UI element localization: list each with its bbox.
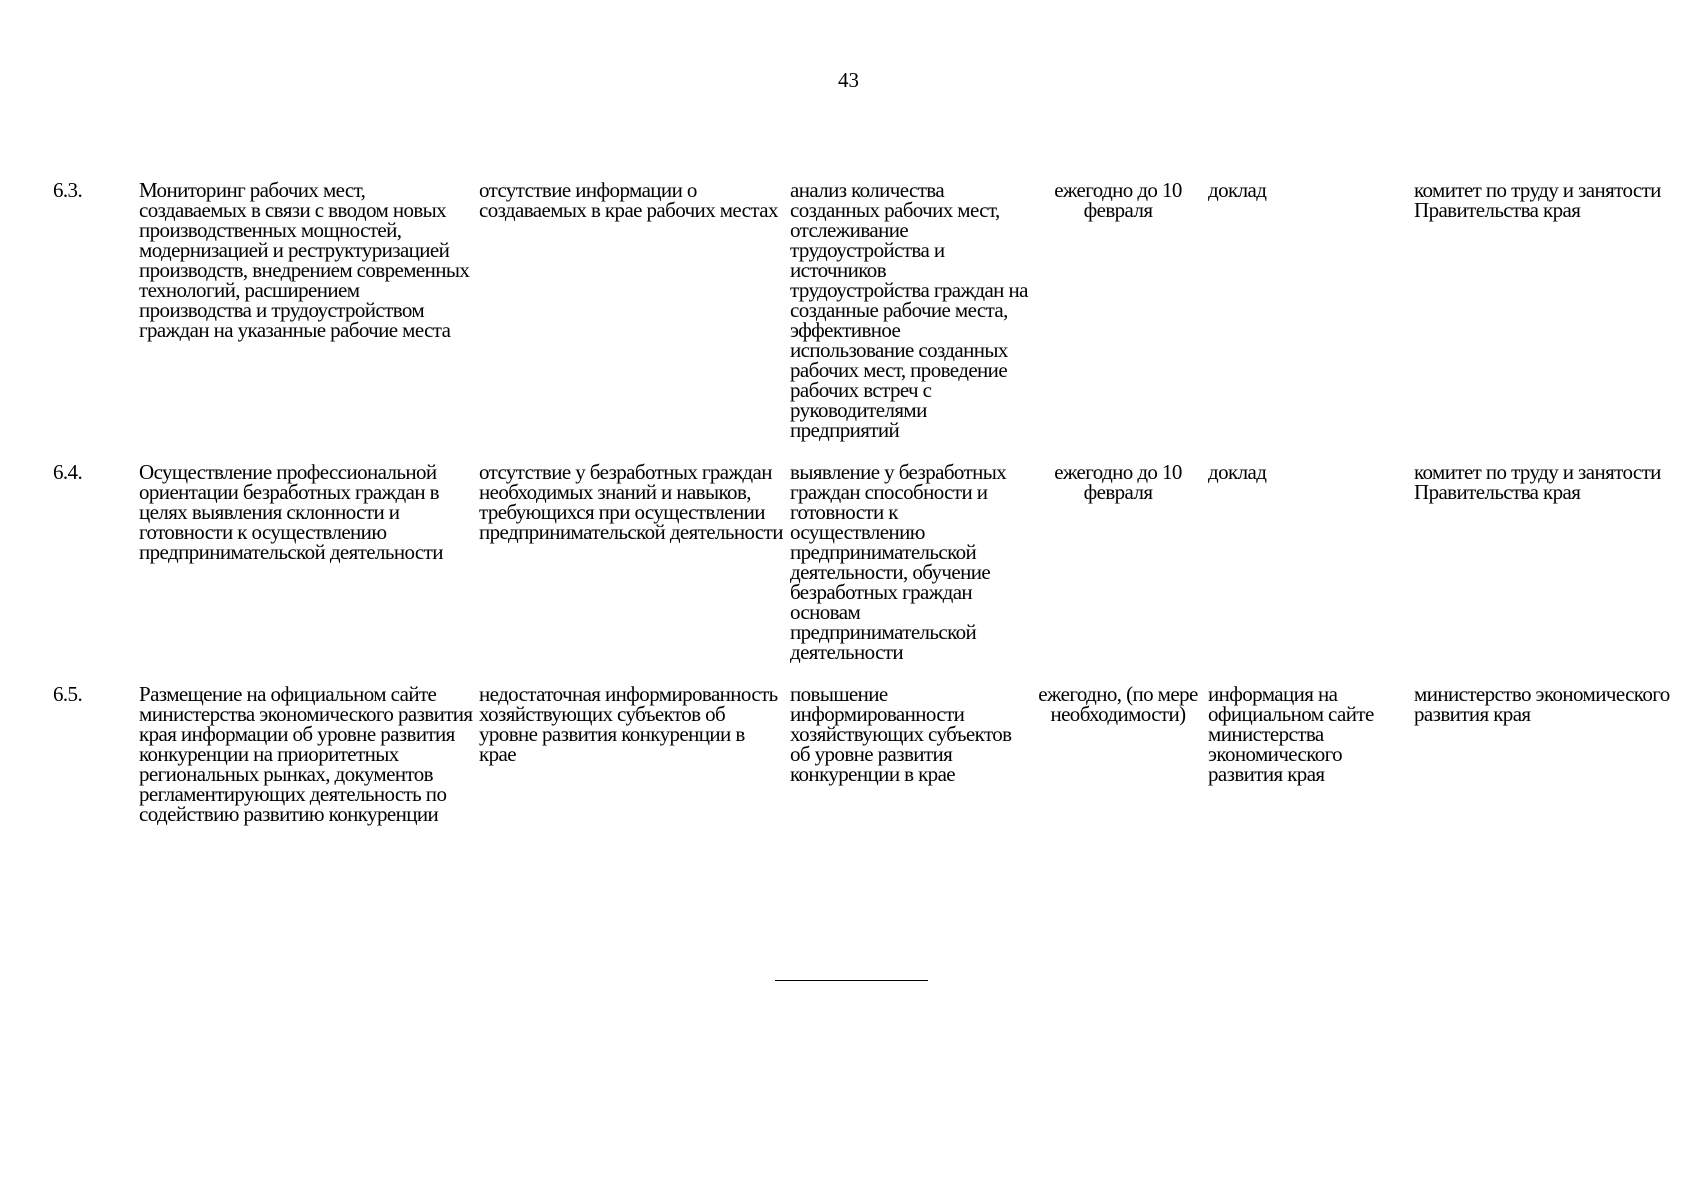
problem-description: отсутствие информации о создаваемых в крае рабочих местах bbox=[479, 178, 778, 222]
measure-name: Осуществление профессиональной ориентации безработных граждан в целях выявления склонности и готовности к осуществлению предпринимательской деятельности bbox=[139, 460, 443, 564]
page-number: 43 bbox=[838, 68, 859, 92]
row-number: 6.3. bbox=[53, 178, 83, 202]
term: ежегодно до 10 февраля bbox=[1054, 460, 1182, 504]
executor: комитет по труду и занятости Правительства края bbox=[1414, 460, 1661, 504]
executor: комитет по труду и занятости Правительства края bbox=[1414, 178, 1661, 222]
end-divider-line bbox=[775, 980, 928, 981]
term: ежегодно до 10 февраля bbox=[1054, 178, 1182, 222]
report-form: доклад bbox=[1208, 460, 1267, 484]
problem-description: недостаточная информированность хозяйствующих субъектов об уровне развития конкуренции в крае bbox=[479, 682, 778, 766]
term: ежегодно, (по мере необходимости) bbox=[1038, 682, 1198, 726]
report-form: доклад bbox=[1208, 178, 1267, 202]
measure-name: Размещение на официальном сайте министерства экономического развития края информации об уровне развития конкуренции на приоритетных региональных рынках, документов регламентирующих деятельность по содействию развитию конкуренции bbox=[139, 682, 473, 826]
expected-result: повышение информированности хозяйствующих субъектов об уровне развития конкуренции в крае bbox=[790, 682, 1012, 786]
row-number: 6.4. bbox=[53, 460, 83, 484]
measures-table bbox=[53, 180, 1676, 846]
table-row bbox=[53, 462, 1676, 684]
expected-result: выявление у безработных граждан способности и готовности к осуществлению предпринимательской деятельности, обучение безработных граждан основам предпринимательской деятельности bbox=[790, 460, 1007, 664]
report-form: информация на официальном сайте министерства экономического развития края bbox=[1208, 682, 1374, 786]
expected-result: анализ количества созданных рабочих мест, отслеживание трудоустройства и источников трудоустройства граждан на созданные рабочие места, эффективное использование созданных рабочих мест, проведение рабочих встреч с руководителями предприятий bbox=[790, 178, 1028, 442]
executor: министерство экономического развития края bbox=[1414, 682, 1670, 726]
table-row bbox=[53, 684, 1676, 846]
measure-name: Мониторинг рабочих мест, создаваемых в связи с вводом новых производственных мощностей, модернизацией и реструктуризацией производств, внедрением современных технологий, расширением производства и трудоустройством граждан на указанные рабочие места bbox=[139, 178, 470, 342]
row-number: 6.5. bbox=[53, 682, 83, 706]
table-row bbox=[53, 180, 1676, 462]
problem-description: отсутствие у безработных граждан необходимых знаний и навыков, требующихся при осуществлении предпринимательской деятельности bbox=[479, 460, 783, 544]
